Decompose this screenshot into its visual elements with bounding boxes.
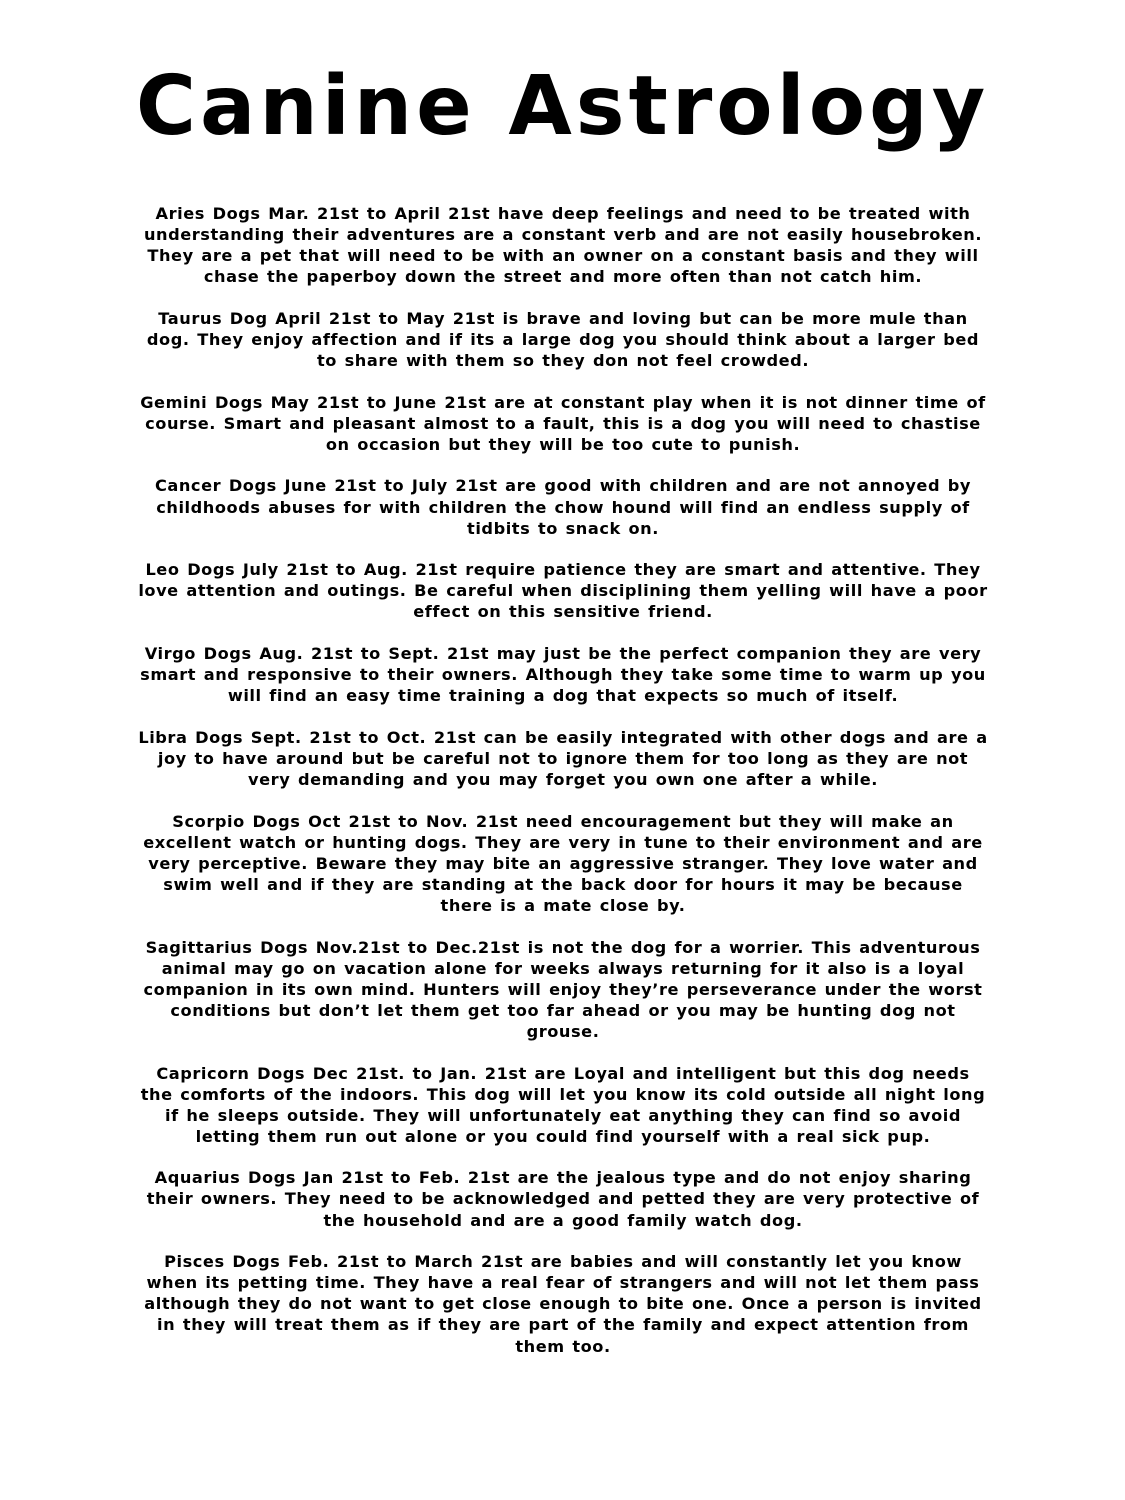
page-title: Canine Astrology <box>135 59 990 154</box>
entry-pisces: Pisces Dogs Feb. 21st to March 21st are babies and will constantly let you know when its petting time. They have a real fear of strangers and will not let them pass although they do not want to get close enough to bite one. Once a person is invited in they will treat them as if they are part of the family and expect attention from them too. <box>144 1252 982 1356</box>
entry-leo: Leo Dogs July 21st to Aug. 21st require patience they are smart and attentive. They love attention and outings. Be careful when disciplining them yelling will have a poor effect on this sensitive friend. <box>138 560 988 622</box>
entry-gemini: Gemini Dogs May 21st to June 21st are at constant play when it is not dinner time of course. Smart and pleasant almost to a fault, this is a dog you will need to chastise on occasion but they will be too cute to punish. <box>140 392 986 454</box>
entry-scorpio: Scorpio Dogs Oct 21st to Nov. 21st need encouragement but they will make an excellent watch or hunting dogs. They are very in tune to their environment and are very perceptive. Beware they may bite an aggressive stranger. They love water and swim well and if they are standing at the back door for hours it may be because there is a mate close by. <box>143 811 983 915</box>
entry-taurus: Taurus Dog April 21st to May 21st is brave and loving but can be more mule than dog. They enjoy affection and if its a large dog you should think about a larger bed to share with them so they don not feel crowded. <box>146 308 980 371</box>
entry-virgo: Virgo Dogs Aug. 21st to Sept. 21st may just be the perfect companion they are very smart and responsive to their owners. Although they take some time to warm up you will find an easy time training a dog that expects so much of itself. <box>140 644 986 706</box>
entry-capricorn: Capricorn Dogs Dec 21st. to Jan. 21st are Loyal and intelligent but this dog needs the comforts of the indoors. This dog will let you know its cold outside all night long if he sleeps outside. They will unfortunately eat anything they can find so avoid letting them run out alone or you could find yourself with a real sick pup. <box>140 1063 986 1146</box>
entry-cancer: Cancer Dogs June 21st to July 21st are good with children and are not annoyed by childhoods abuses for with children the chow hound will find an endless supply of tidbits to snack on. <box>154 476 972 538</box>
entry-aquarius: Aquarius Dogs Jan 21st to Feb. 21st are the jealous type and do not enjoy sharing their owners. They need to be acknowledged and petted they are very protective of the household and are a good family watch dog. <box>146 1168 980 1230</box>
entry-sagittarius: Sagittarius Dogs Nov.21st to Dec.21st is not the dog for a worrier. This adventurous animal may go on vacation alone for weeks always returning for it also is a loyal companion in its own mind. Hunters will enjoy they’re perseverance under the worst conditions but don’t let them get too far ahead or you may be hunting dog not grouse. <box>143 937 983 1041</box>
entry-libra: Libra Dogs Sept. 21st to Oct. 21st can be easily integrated with other dogs and are a joy to have around but be careful not to ignore them for too long as they are not very demanding and you may forget you own one after a while. <box>138 727 988 789</box>
zodiac-entries <box>138 203 988 1377</box>
entry-aries: Aries Dogs Mar. 21st to April 21st have deep feelings and need to be treated with understanding their adventures are a constant verb and are not easily housebroken. They are a pet that will need to be with an owner on a constant basis and they will chase the paperboy down the street and more often than not catch him. <box>143 204 983 287</box>
